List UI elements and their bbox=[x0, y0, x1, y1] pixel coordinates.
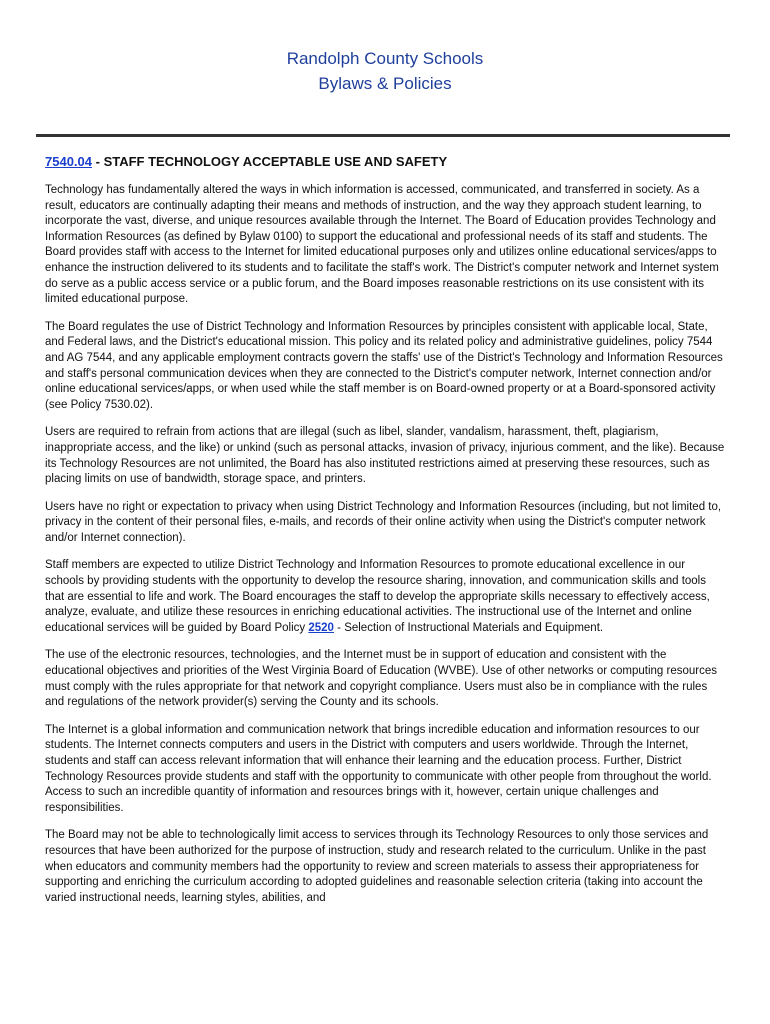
paragraph-6: The use of the electronic resources, technologies, and the Internet must be in support of education and consistent with the educational objectives and priorities of the West Virginia Board of Education (WVBE). Use of other networks or computing resources must comply with the rules appropriate for that network and copyright compliance. Users must also be in compliance with the rules and regulations of the network provider(s) serving the County and its schools. bbox=[45, 649, 718, 709]
paragraph-2: The Board regulates the use of District Technology and Information Resources by principles consistent with applicable local, State, and Federal laws, and the District's educational mission. This policy and its related policy and administrative guidelines, policy 7544 and AG 7544, and any applicable employment contracts govern the staffs' use of the District's Technology and Information Resources and staff's personal communication devices when they are connected to the District's computer network, Internet connection and/or online educational services/apps, or when used while the staff member is on Board-owned property or at a Board-sponsored activity (see Policy 7530.02). bbox=[45, 320, 723, 411]
policy-title bbox=[45, 153, 725, 171]
paragraph-1: Technology has fundamentally altered the ways in which information is accessed, communicated, and transferred in society. As a result, educators are continually adapting their means and methods of instruction, and the way they approach student learning, to incorporate the vast, diverse, and unique resources available through the Internet. The Board of Education provides Technology and Information Resources (as defined by Bylaw 0100) to support the educational and professional needs of its staff and students. The Board provides staff with access to the Internet for limited educational purposes only and utilizes online educational services/apps to enhance the instruction delivered to its students and to facilitate the staff's work. The District's computer network and Internet system do serve as a public access service or a public forum, and the Board imposes reasonable restrictions on its use consistent with its limited educational purpose. bbox=[45, 184, 719, 306]
paragraph-5-text-before: Staff members are expected to utilize District Technology and Information Resources to promote educational excellence in our schools by providing students with the opportunity to develop the resource sharing, innovation, and communication skills and tools that are essential to life and work. The Board encourages the staff to develop the appropriate skills necessary to effectively access, analyze, evaluate, and utilize these resources in enriching educational activities. The instructional use of the Internet and online educational services will be guided by Board Policy bbox=[45, 559, 710, 634]
paragraph-8: The Board may not be able to technologically limit access to services through its Technology Resources to only those services and resources that have been authorized for the purpose of instruction, study and research related to the curriculum. Unlike in the past when educators and community members had the opportunity to review and screen materials to assess their appropriateness for supporting and enriching the curriculum according to adopted guidelines and reasonable selection criteria (taking into account the varied instructional needs, learning styles, abilities, and bbox=[45, 829, 709, 904]
policy-2520-link[interactable]: 2520 bbox=[308, 621, 334, 634]
policy-body bbox=[45, 153, 725, 918]
policy-title-text: STAFF TECHNOLOGY ACCEPTABLE USE AND SAFETY bbox=[103, 154, 448, 169]
document-header bbox=[0, 46, 770, 96]
header-divider bbox=[36, 134, 730, 137]
title-separator: - bbox=[92, 154, 104, 169]
paragraph-3: Users are required to refrain from actions that are illegal (such as libel, slander, vandalism, harassment, theft, plagiarism, inappropriate access, and the like) or unkind (such as personal attacks, invasion of privacy, injurious comment, and the like). Because its Technology Resources are not unlimited, the Board has also instituted restrictions aimed at preserving these resources, such as placing limits on use of bandwidth, storage space, and printers. bbox=[45, 426, 725, 486]
policy-number-link[interactable]: 7540.04 bbox=[45, 154, 92, 169]
paragraph-7: The Internet is a global information and communication network that brings incredible education and information resources to our students. The Internet connects computers and users in the District with computers and users worldwide. Through the Internet, students and staff can access relevant information that will enhance their learning and the education process. Further, District Technology Resources provide students and staff with the opportunity to communicate with other people from throughout the world. Access to such an incredible quantity of information and resources brings with it, however, certain unique challenges and responsibilities. bbox=[45, 723, 712, 814]
header-subtitle: Bylaws & Policies bbox=[318, 74, 452, 93]
paragraph-5 bbox=[45, 558, 725, 636]
paragraph-4: Users have no right or expectation to privacy when using District Technology and Information Resources (including, but not limited to, privacy in the content of their personal files, e-mails, and records of their online activity when using the District's computer network and/or Internet connection). bbox=[45, 500, 722, 544]
paragraph-5-text-after: - Selection of Instructional Materials and Equipment. bbox=[333, 621, 604, 634]
org-name: Randolph County Schools bbox=[286, 49, 484, 68]
